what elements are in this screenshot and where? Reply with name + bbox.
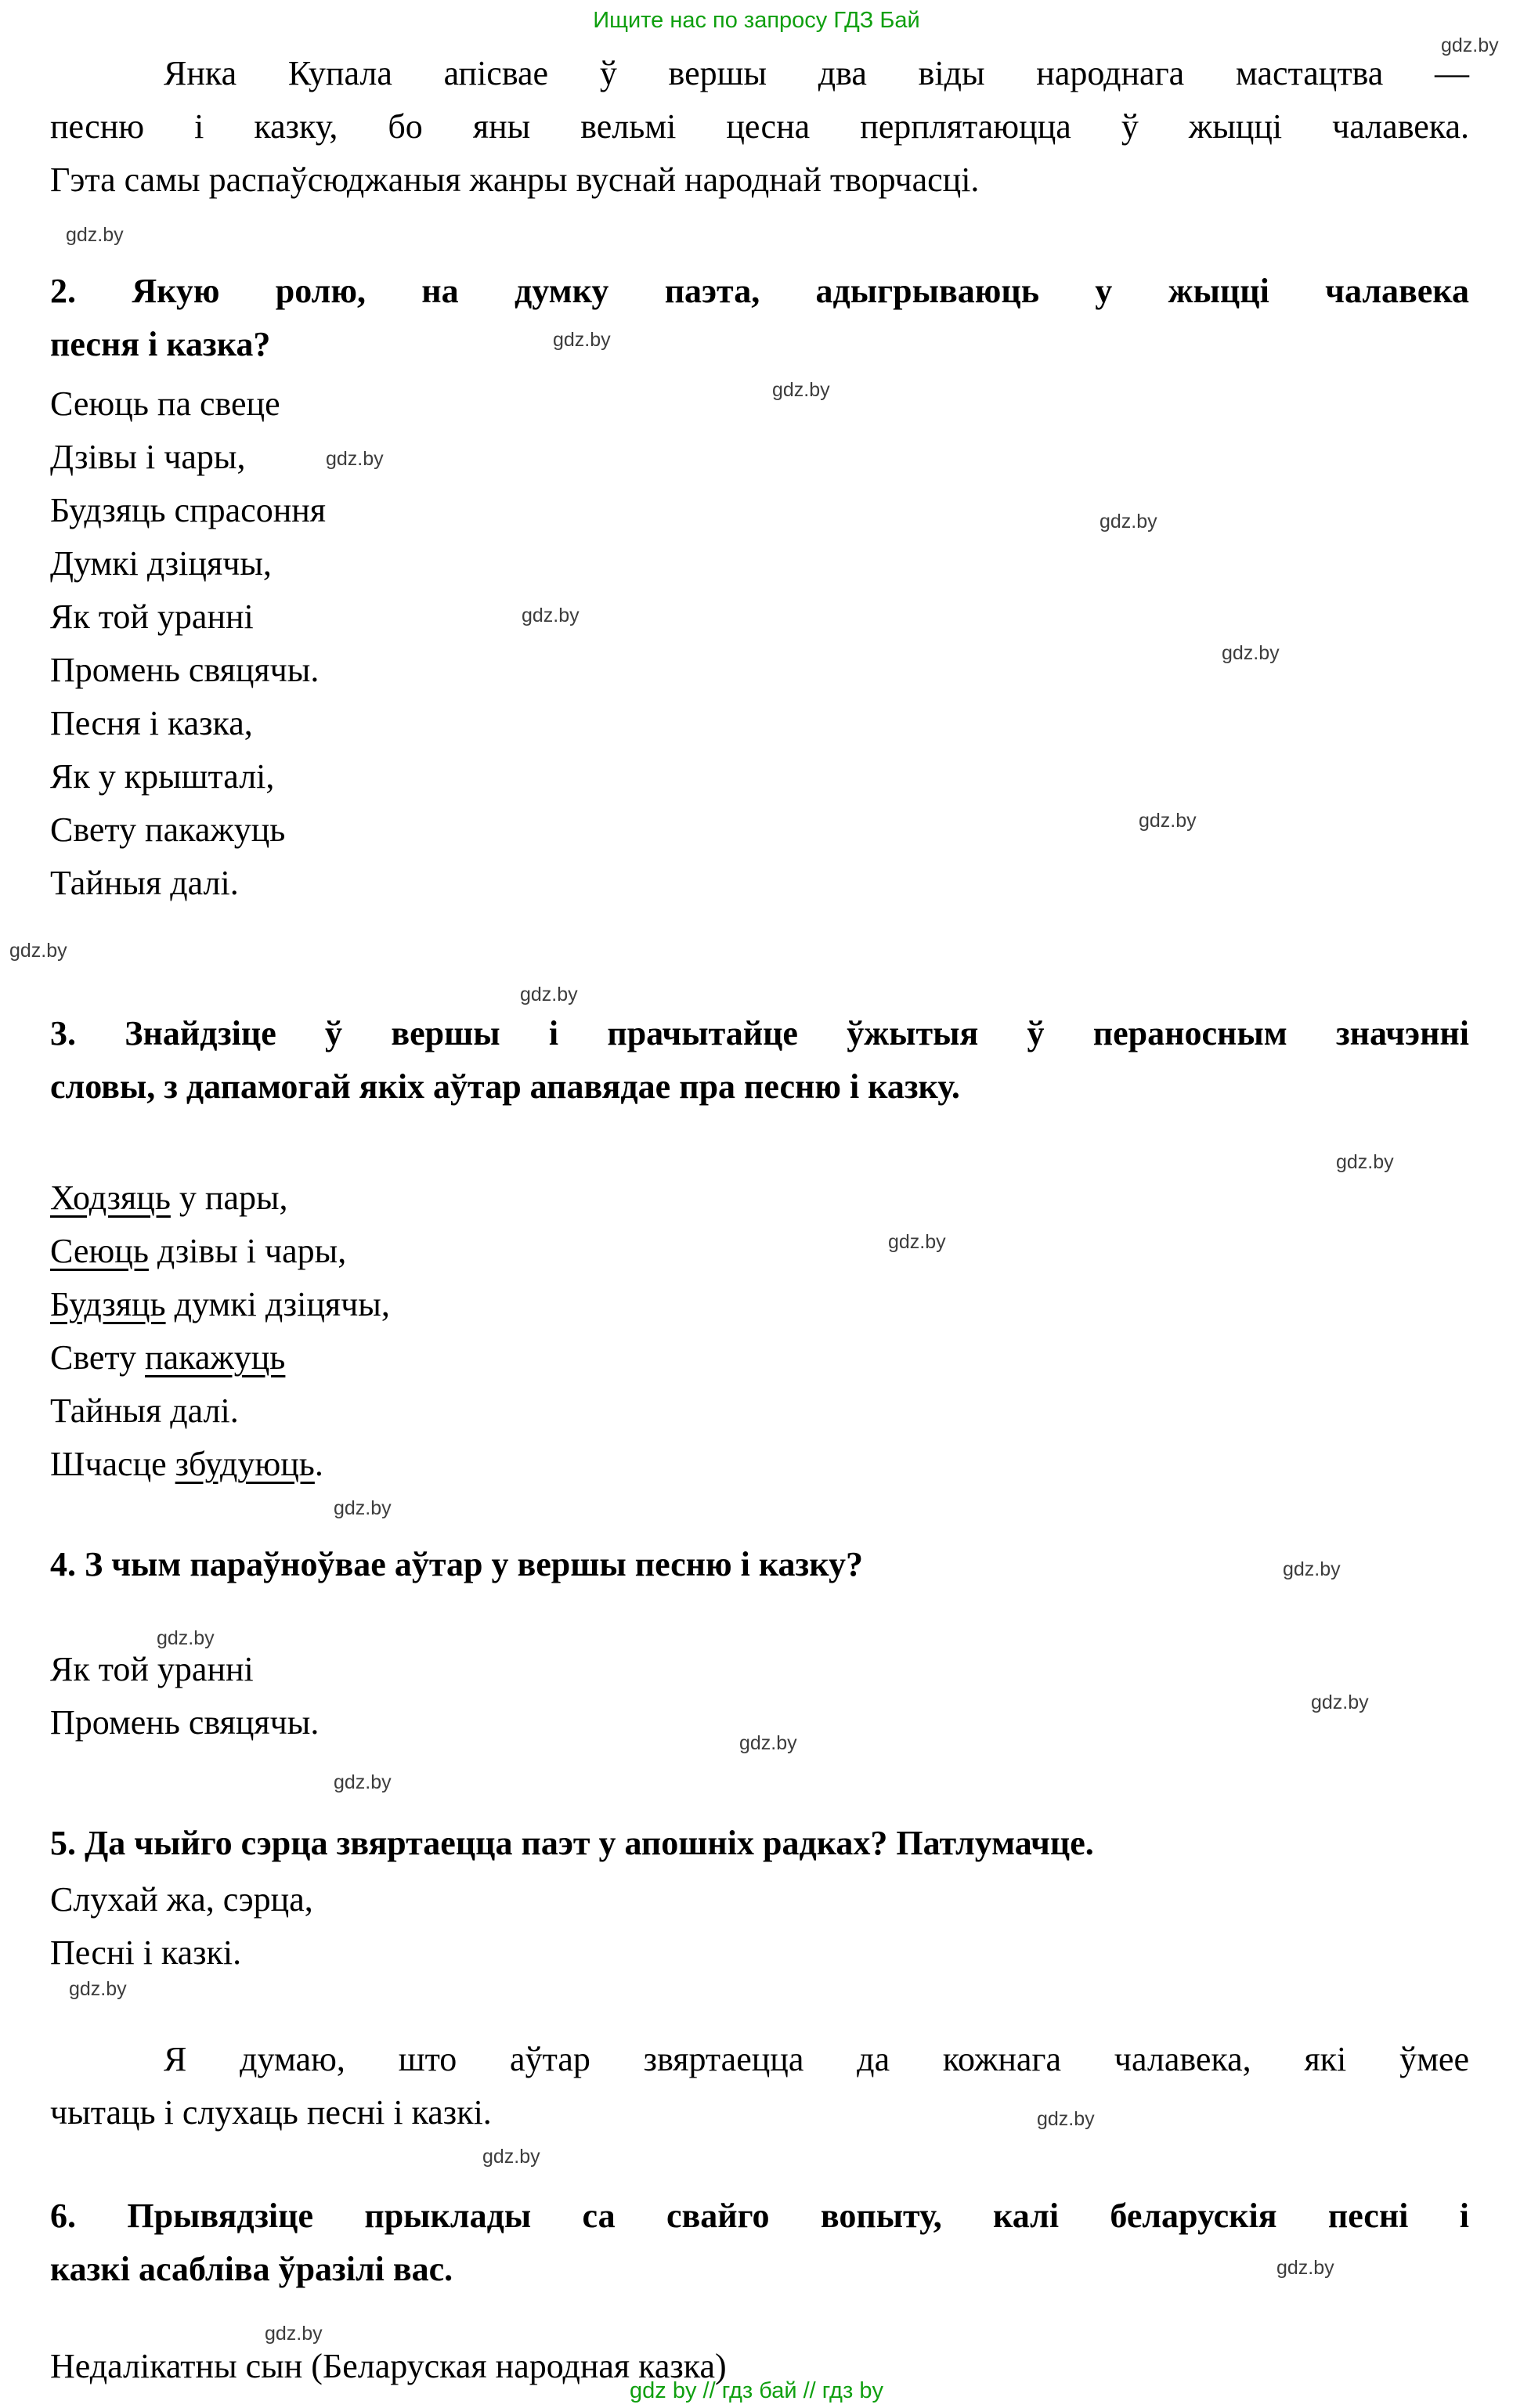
next-section-title: Недалікатны сын (Беларуская народная казка)	[50, 2347, 727, 2385]
document-content	[0, 47, 1513, 2393]
paragraph-line: песню і казку, бо яны вельмі цесна перплятаюцца ў жыцці чалавека.	[50, 107, 1469, 146]
poem-line: Песня і казка,	[50, 704, 253, 742]
gdzby-watermark: gdz.by	[1222, 642, 1280, 664]
paragraph-line: чытаць і слухаць песні і казкі.	[50, 2093, 492, 2132]
poem-line: Як той уранні	[50, 597, 254, 636]
gdzby-watermark: gdz.by	[1336, 1151, 1394, 1173]
question-6	[50, 2190, 1469, 2296]
poem-word-underlined: Ходзяць	[50, 1179, 171, 1217]
gdzby-watermark: gdz.by	[326, 448, 384, 470]
poem-word-underlined: Сеюць	[50, 1232, 149, 1270]
poem-line: Слухай жа, сэрца,	[50, 1880, 313, 1919]
paragraph-line: Я думаю, што аўтар звяртаецца да кожнага чалавека, які ўмее	[164, 2040, 1469, 2078]
poem-word-underlined: пакажуць	[145, 1338, 286, 1377]
gdzby-watermark: gdz.by	[1139, 810, 1197, 832]
poem-line: Думкі дзіцячы,	[50, 544, 272, 583]
poem-text: .	[314, 1445, 323, 1483]
poem-line: Дзівы і чары,	[50, 438, 246, 476]
paragraph-line: Гэта самы распаўсюджаныя жанры вуснай народнай творчасці.	[50, 161, 980, 199]
question-line: 4. З чым параўноўвае аўтар у вершы песню і казку?	[50, 1545, 863, 1583]
gdzby-watermark: gdz.by	[334, 1771, 392, 1793]
gdzby-watermark: gdz.by	[553, 329, 611, 351]
question-line: 3. Знайдзіце ў вершы і прачытайце ўжытыя ў пераносным значэнні	[50, 1014, 1469, 1052]
poem-text: думкі дзіцячы,	[165, 1285, 390, 1323]
gdzby-watermark: gdz.by	[1283, 1558, 1341, 1580]
question-line: песня і казка?	[50, 325, 271, 363]
gdzby-watermark: gdz.by	[69, 1978, 127, 2000]
poem-line: Як у крышталі,	[50, 757, 275, 796]
poem-word-underlined: збудуюць	[175, 1445, 315, 1483]
question-2	[50, 265, 1469, 371]
gdzby-watermark: gdz.by	[522, 605, 580, 626]
question-line: казкі асабліва ўразілі вас.	[50, 2250, 453, 2288]
gdzby-watermark: gdz.by	[739, 1732, 797, 1754]
poem-text: у пары,	[170, 1179, 288, 1217]
poem-line: Песні і казкі.	[50, 1933, 242, 1972]
answer-paragraph-1	[50, 47, 1469, 207]
question-line: словы, з дапамогай якіх аўтар апавядае пра песню і казку.	[50, 1067, 960, 1106]
poem-line	[50, 1385, 1469, 1438]
question-5	[50, 1817, 1469, 1870]
footer-promo-text: gdz by // гдз бай // гдз by	[630, 2378, 883, 2403]
poem-line	[50, 1172, 1469, 1225]
question-line: 5. Да чыйго сэрца звяртаецца паэт у апошніх радках? Патлумачце.	[50, 1824, 1094, 1862]
gdzby-watermark: gdz.by	[520, 984, 578, 1005]
poem-text: Тайныя далі.	[50, 1392, 239, 1430]
poem-line: Промень свяцячы.	[50, 1703, 320, 1742]
gdzby-watermark: gdz.by	[888, 1231, 946, 1253]
gdzby-watermark: gdz.by	[1441, 34, 1499, 56]
poem-text: Свету	[50, 1338, 146, 1377]
gdzby-watermark: gdz.by	[1037, 2108, 1095, 2130]
poem-line	[50, 1278, 1469, 1331]
poem-line	[50, 1438, 1469, 1491]
poem-line: Свету пакажуць	[50, 810, 286, 849]
poem-line: Промень свяцячы.	[50, 651, 320, 689]
gdzby-watermark: gdz.by	[1311, 1691, 1369, 1713]
question-3	[50, 1007, 1469, 1114]
poem-line: Будзяць спрасоння	[50, 491, 327, 529]
paragraph-line: Янка Купала апісвае ў вершы два віды народнага мастацтва —	[164, 54, 1469, 92]
poem-text: дзівы і чары,	[148, 1232, 347, 1270]
poem-quote-question-5	[50, 1873, 1469, 1980]
gdzby-watermark: gdz.by	[1100, 511, 1157, 533]
poem-word-underlined: Будзяць	[50, 1285, 166, 1323]
gdzby-watermark: gdz.by	[157, 1627, 215, 1649]
gdzby-watermark: gdz.by	[482, 2146, 540, 2168]
gdzby-watermark: gdz.by	[1276, 2257, 1334, 2279]
poem-quote-question-3	[50, 1172, 1469, 1491]
poem-line	[50, 1225, 1469, 1278]
gdzby-watermark: gdz.by	[66, 224, 124, 246]
poem-line: Сеюць па свеце	[50, 384, 280, 423]
question-line: 6. Прывядзіце прыклады са свайго вопыту, калі беларускія песні і	[50, 2197, 1469, 2235]
poem-line	[50, 1331, 1469, 1385]
question-4	[50, 1538, 1469, 1591]
poem-line: Тайныя далі.	[50, 864, 239, 902]
poem-text: Шчасце	[50, 1445, 175, 1483]
poem-line: Як той уранні	[50, 1650, 254, 1688]
gdzby-watermark: gdz.by	[9, 940, 67, 962]
gdzby-watermark: gdz.by	[334, 1497, 392, 1519]
gdzby-watermark: gdz.by	[772, 379, 830, 401]
header-promo-text: Ищите нас по запросу ГДЗ Бай	[593, 8, 920, 33]
question-line: 2. Якую ролю, на думку паэта, адыгрываюць у жыцці чалавека	[50, 272, 1469, 310]
answer-paragraph-question-5	[50, 2033, 1469, 2139]
gdzby-watermark: gdz.by	[265, 2323, 323, 2345]
